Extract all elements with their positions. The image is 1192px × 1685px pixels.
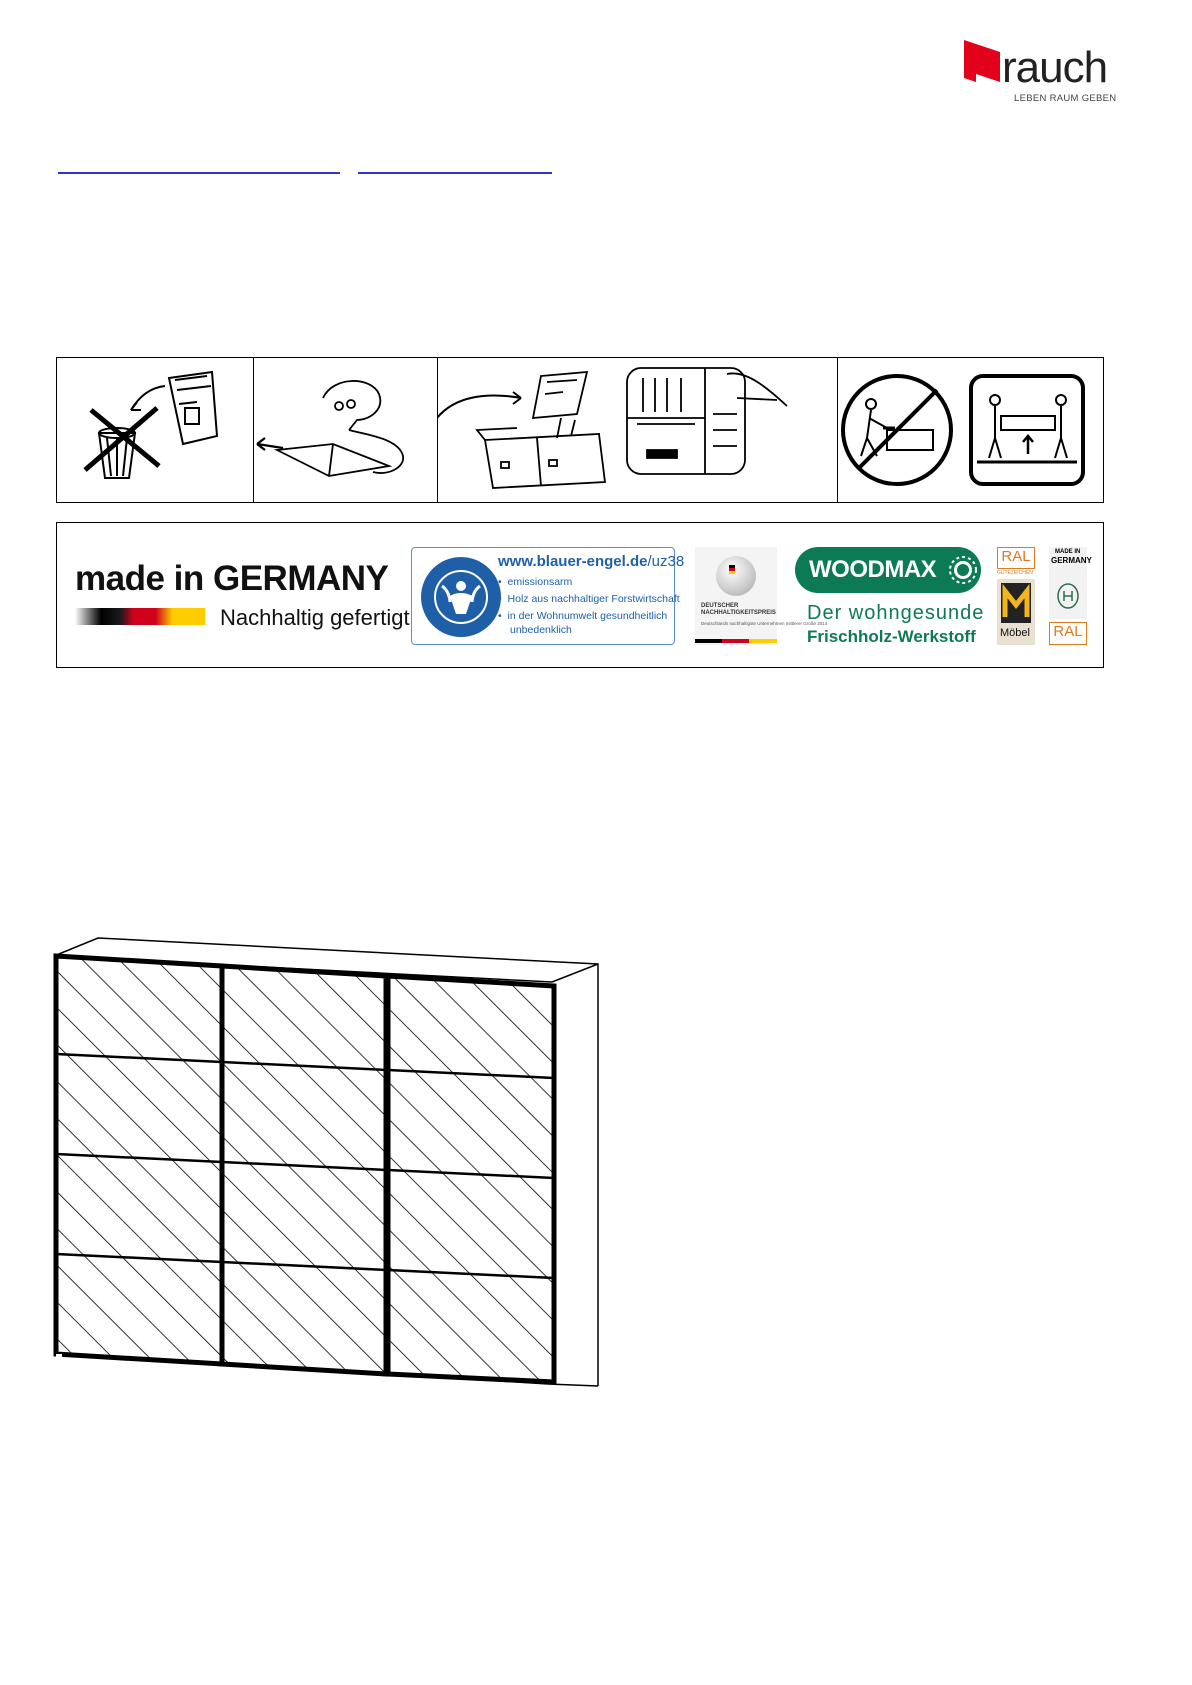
read-manual-icon (253, 358, 437, 502)
mig-small-line1: MADE IN (1055, 549, 1081, 555)
header-link-1[interactable] (58, 160, 340, 174)
woodmax-logo (795, 547, 981, 593)
m-seal-icon (1001, 583, 1031, 623)
ral-label-2: RAL (1049, 622, 1087, 645)
logo-tagline: LEBEN RAUM GEBEN (1014, 93, 1117, 104)
brand-logo (962, 38, 1117, 106)
woodmax-sun-icon (949, 556, 977, 584)
moebel-seal (997, 579, 1035, 645)
blauer-engel-bullet-cont: unbedenklich (510, 624, 572, 636)
blauer-engel-seal-icon (420, 556, 502, 638)
ral-guetezeichen-badge (997, 547, 1037, 645)
made-in-germany-subtitle: Nachhaltig gefertigt (220, 605, 410, 630)
mig-moebel-badge (1049, 547, 1092, 645)
nachhaltigkeitspreis-badge (695, 547, 828, 645)
lift-do-not-drag-icon (837, 358, 1103, 502)
woodmax-name: WOODMAX (809, 556, 937, 583)
award-flag-bar (695, 639, 777, 643)
blauer-engel-bullet: • emissionsarm (498, 576, 573, 588)
logo-wordmark: rauch (1002, 43, 1108, 92)
logo-mark-icon (962, 38, 1002, 84)
do-not-discard-manual-icon (57, 358, 253, 502)
award-line-1: DEUTSCHER (701, 603, 739, 609)
blauer-engel-url: www.blauer-engel.de/uz38 (498, 553, 685, 570)
mig-small-card (1049, 547, 1092, 619)
award-line-2: NACHHALTIGKEITSPREIS (701, 610, 776, 616)
mig-small-line2: GERMANY (1051, 556, 1092, 565)
sliding-door-wardrobe-drawing (52, 930, 600, 1400)
award-line-3: Deutschlands nachhaltigste Unternehmen mittlerer Größe 2014 (701, 621, 828, 626)
dgm-seal-icon (1057, 583, 1079, 609)
made-in-germany-title: made in GERMANY (75, 559, 389, 598)
ral-sub: GÜTEZEICHEN (997, 570, 1033, 576)
moebel-label: Möbel (1000, 627, 1030, 639)
blauer-engel-label (411, 547, 685, 645)
award-sphere-icon (713, 553, 759, 599)
certification-strip (56, 522, 1104, 668)
woodmax-subtitle-2: Frischholz-Werkstoff (807, 627, 976, 646)
woodmax-subtitle-1: Der wohngesunde (807, 602, 985, 624)
instruction-pictograms (56, 357, 1104, 503)
blauer-engel-bullet: • in der Wohnumwelt gesundheitlich (498, 610, 668, 622)
store-manual-icon (437, 358, 837, 502)
germany-flag-gradient (75, 608, 205, 625)
blauer-engel-bullet: • Holz aus nachhaltiger Forstwirtschaft (498, 593, 680, 605)
ral-label: RAL (997, 547, 1035, 569)
header-link-2[interactable] (358, 160, 552, 174)
